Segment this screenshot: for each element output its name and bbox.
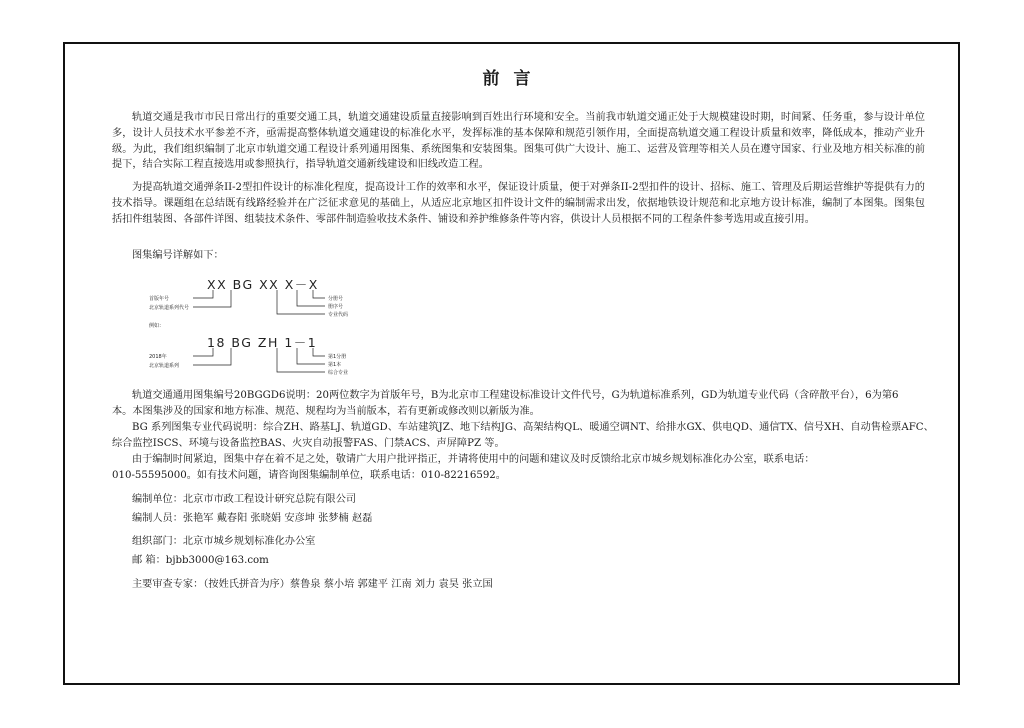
purpose-paragraph: 为提高轨道交通弹条II-2型扣件设计的标准化程度，提高设计工作的效率和水平，保证设计质量，便于对弹条II-2型扣件的设计、招标、施工、管理及后期运营维护等提供有力的技术指导。课题组在总结既有线路经验并在广泛征求意见的基础上，从适应北京地区扣件设计文件的编制需求出发，依据地铁设计规范和北京地方设计标准，编制了本图集。图集包括扣件组装图、各部件详图、组装技术条件、零部件制造验收技术条件、铺设和养护维修条件等内容，供设计人员根据不同的工程条件参考选用或直接引用。: [112, 182, 925, 225]
note-line-2: 本。本图集涉及的国家和地方标准、规范、规程均为当前版本，若有更新或修改则以新版为准。: [112, 406, 540, 417]
note-line-1: 轨道交通通用图集编号20BGGD6说明：20两位数字为首版年号，B为北京市工程建设标准设计文件代号，G为轨道标准系列，GD为轨道专业代码（含碎散平台），6为第6: [132, 390, 899, 401]
label-first-year: 首版年号: [149, 296, 170, 302]
code-example: 18 BG ZH 1－1: [207, 335, 318, 350]
label-series-code: 北京轨道系列代号: [149, 305, 190, 311]
note-line-3: BG 系列图集专业代码说明：综合ZH、路基LJ、轨道GD、车站建筑JZ、地下结构JG、高架结构QL、暖通空调NT、给排水GX、供电QD、通信TX、信号XH、自动售检票AFC、: [132, 422, 934, 433]
example-label: 例如：: [149, 323, 165, 329]
page-title: 前言: [482, 69, 545, 89]
example-series: 北京轨道系列: [149, 363, 180, 369]
contact-email: 邮 箱：bjbb3000@163.com: [132, 555, 269, 566]
review-experts: 主要审查专家：（按姓氏拼音为序）蔡鲁泉 蔡小培 郭建平 江南 刘力 袁昊 张立国: [132, 579, 493, 590]
example-volume: 第1分册: [328, 354, 347, 360]
note-line-5: 由于编制时间紧迫，图集中存在着不足之处，敬请广大用户批评指正，并请将使用中的问题和建议及时反馈给北京市城乡规划标准化办公室，联系电话：: [132, 454, 815, 465]
example-year: 2018年: [149, 354, 167, 360]
compiling-unit: 编制单位：北京市市政工程设计研究总院有限公司: [132, 494, 357, 505]
label-discipline-code: 专业代码: [328, 312, 349, 318]
drawing-frame: [63, 42, 960, 685]
code-intro: 图集编号详解如下：: [132, 250, 224, 261]
example-book: 第1本: [328, 362, 342, 368]
note-line-4: 综合监控ISCS、环境与设备监控BAS、火灾自动报警FAS、门禁ACS、声屏障PZ 等。: [112, 438, 505, 449]
organizing-dept: 组织部门：北京市城乡规划标准化办公室: [132, 536, 316, 547]
intro-paragraph: 轨道交通是我市市民日常出行的重要交通工具，轨道交通建设质量直接影响到百姓出行环境和安全。当前我市轨道交通正处于大规模建设时期，时间紧、任务重，参与设计单位多，设计人员技术水平参差不齐，亟需提高整体轨道交通建设的标准化水平，发挥标准的基本保障和规范引领作用，全面提高轨道交通工程设计质量和效率，降低成本，推动产业升级。为此，我们组织编制了北京市轨道交通工程设计系列通用图集、系统图集和安装图集。图集可供广大设计、施工、运营及管理等相关人员在遵守国家、行业及地方相关标准的前提下，结合实际工程直接选用或参照执行，指导轨道交通新线建设和旧线改造工程。: [112, 112, 925, 171]
code-diagram: [145, 276, 405, 381]
label-book-no: 册序号: [328, 304, 344, 310]
compiling-staff: 编制人员：张艳军 戴春阳 张晓娟 安彦坤 张梦楠 赵磊: [132, 513, 373, 524]
label-volume-no: 分册号: [328, 296, 344, 302]
code-pattern: XX BG XX X－X: [207, 277, 319, 292]
example-discipline: 综合专业: [328, 370, 349, 376]
note-line-6: 010-55595000。如有技术问题，请咨询图集编制单位，联系电话：010-82216592。: [112, 470, 506, 481]
